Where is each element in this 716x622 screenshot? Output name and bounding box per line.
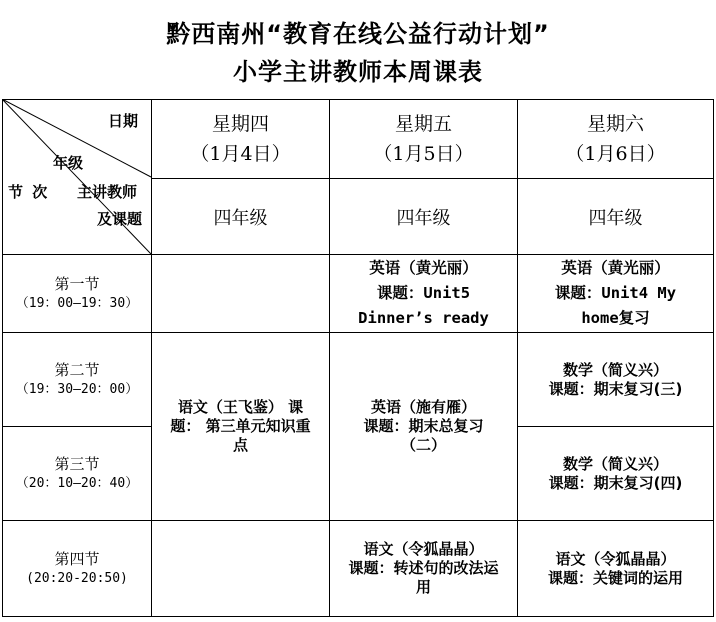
course-fri-p1: 英语（黄光丽） 课题：Unit5 Dinner’s ready — [358, 259, 489, 327]
period-name: 第三节 — [54, 454, 100, 473]
page-subtitle: 小学主讲教师本周课表 — [233, 58, 483, 86]
period-time: （19：00—19：30） — [15, 295, 139, 311]
weekday-label: 星期六 — [586, 113, 644, 135]
course-sat-p4: 语文（令狐晶晶） 课题：关键词的运用 — [547, 549, 683, 587]
course-fri-p23: 英语（施有雁） 课题：期末总复习 （二） — [363, 398, 484, 454]
period-name: 第一节 — [54, 274, 100, 293]
corner-teacher-label: 主讲教师 — [77, 183, 138, 201]
grade-thu: 四年级 — [213, 207, 268, 229]
date-label: （1月6日） — [565, 143, 666, 165]
course-sat-p3: 数学（简义兴） 课题：期末复习(四) — [548, 454, 683, 492]
day-header-fri — [330, 100, 517, 178]
grid-line — [713, 99, 714, 617]
period-time: （20：10—20：40） — [15, 475, 139, 491]
weekday-label: 星期五 — [394, 113, 452, 135]
date-label: （1月5日） — [373, 143, 474, 165]
period-4 — [3, 521, 151, 616]
page-title: 黔西南州“教育在线公益行动计划” — [166, 20, 550, 48]
course-fri-p4: 语文（令狐晶晶） 课题：转述句的改法运 用 — [348, 540, 499, 596]
period-time: (20:20-20:50) — [26, 570, 128, 586]
period-name: 第二节 — [54, 360, 100, 379]
corner-period-label: 节 次 — [8, 183, 50, 201]
course-sat-p2: 数学（简义兴） 课题：期末复习(三) — [548, 360, 683, 398]
date-label: （1月4日） — [190, 143, 291, 165]
corner-date-label: 日期 — [108, 112, 139, 130]
weekday-label: 星期四 — [211, 113, 269, 135]
grid-line — [2, 616, 714, 617]
day-header-sat — [518, 100, 713, 178]
period-time: （19：30—20：00） — [15, 381, 139, 397]
period-3 — [3, 427, 151, 520]
corner-topic-label: 及课题 — [97, 210, 143, 228]
period-name: 第四节 — [54, 549, 100, 568]
period-1 — [3, 255, 151, 332]
grade-fri: 四年级 — [396, 207, 451, 229]
day-header-thu — [152, 100, 329, 178]
corner-grade-label: 年级 — [53, 154, 84, 172]
grade-sat: 四年级 — [588, 207, 643, 229]
period-2 — [3, 333, 151, 426]
course-sat-p1: 英语（黄光丽） 课题：Unit4 My home复习 — [554, 259, 677, 327]
course-thu-p23: 语文（王飞鉴） 课 题： 第三单元知识重 点 — [170, 398, 311, 454]
